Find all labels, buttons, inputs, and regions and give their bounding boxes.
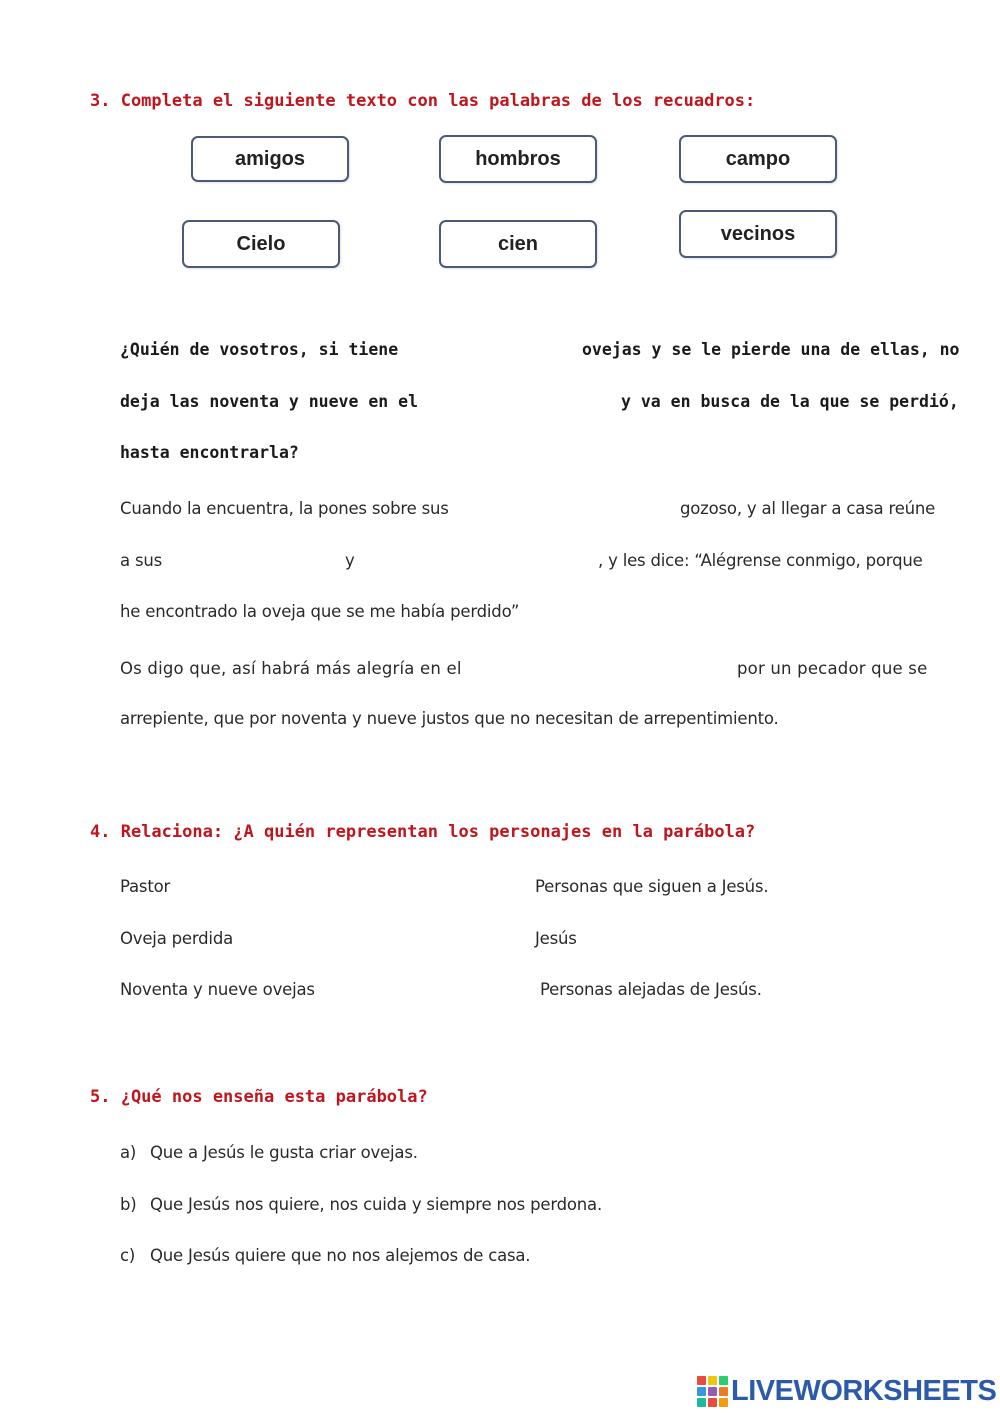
- p1-line2-end: y va en busca de la que se perdió,: [621, 392, 959, 411]
- p1-line1-start: ¿Quién de vosotros, si tiene: [120, 340, 399, 359]
- option-b-letter: b): [120, 1195, 137, 1214]
- word-box-campo[interactable]: campo: [679, 135, 837, 183]
- p2-line2-and: y: [345, 551, 355, 570]
- blank-3-input[interactable]: [460, 496, 676, 524]
- option-c-letter: c): [120, 1246, 136, 1265]
- blank-6-input[interactable]: [495, 656, 734, 684]
- p3-line1-start: Os digo que, así habrá más alegría en el: [120, 659, 462, 678]
- word-box-vecinos[interactable]: vecinos: [679, 210, 837, 258]
- logo-grid-icon: [697, 1376, 728, 1407]
- match-left-2[interactable]: Oveja perdida: [120, 929, 234, 948]
- option-b[interactable]: Que Jesús nos quiere, nos cuida y siempre nos perdona.: [150, 1195, 603, 1214]
- section-3-heading: 3. Completa el siguiente texto con las palabras de los recuadros:: [90, 91, 756, 111]
- option-c[interactable]: Que Jesús quiere que no nos alejemos de casa.: [150, 1246, 531, 1265]
- p2-line2-start: a sus: [120, 551, 163, 570]
- p1-line2-start: deja las noventa y nueve en el: [120, 392, 419, 411]
- p2-line1-end: gozoso, y al llegar a casa reúne: [680, 499, 936, 518]
- p2-line3: he encontrado la oveja que se me había perdido”: [120, 602, 520, 621]
- p3-line1-end: por un pecador que se: [737, 659, 928, 678]
- logo-text: LIVEWORKSHEETS: [731, 1375, 997, 1407]
- word-box-hombros[interactable]: hombros: [439, 135, 597, 183]
- p2-line1-start: Cuando la encuentra, la pones sobre sus: [120, 499, 449, 518]
- p1-line1-end: ovejas y se le pierde una de ellas, no: [582, 340, 960, 359]
- match-left-1[interactable]: Pastor: [120, 877, 171, 896]
- p1-line3: hasta encontrarla?: [120, 443, 299, 462]
- blank-2-input[interactable]: [405, 389, 619, 417]
- section-4-heading: 4. Relaciona: ¿A quién representan los personajes en la parábola?: [90, 822, 756, 842]
- word-box-cien[interactable]: cien: [439, 220, 597, 268]
- p3-line2: arrepiente, que por noventa y nueve justos que no necesitan de arrepentimiento.: [120, 709, 779, 728]
- option-a-letter: a): [120, 1143, 137, 1162]
- word-box-amigos[interactable]: amigos: [191, 136, 349, 182]
- option-a[interactable]: Que a Jesús le gusta criar ovejas.: [150, 1143, 418, 1162]
- match-right-3[interactable]: Personas alejadas de Jesús.: [540, 980, 762, 999]
- blank-4-input[interactable]: [170, 548, 342, 576]
- match-right-1[interactable]: Personas que siguen a Jesús.: [535, 877, 769, 896]
- blank-5-input[interactable]: [362, 548, 596, 576]
- word-box-cielo[interactable]: Cielo: [182, 220, 340, 268]
- liveworksheets-logo: [697, 1375, 996, 1408]
- match-right-2[interactable]: Jesús: [535, 929, 577, 948]
- match-left-3[interactable]: Noventa y nueve ovejas: [120, 980, 315, 999]
- blank-1-input[interactable]: [385, 337, 579, 365]
- section-5-heading: 5. ¿Qué nos enseña esta parábola?: [90, 1087, 428, 1107]
- p2-line2-end: , y les dice: “Alégrense conmigo, porque: [598, 551, 923, 570]
